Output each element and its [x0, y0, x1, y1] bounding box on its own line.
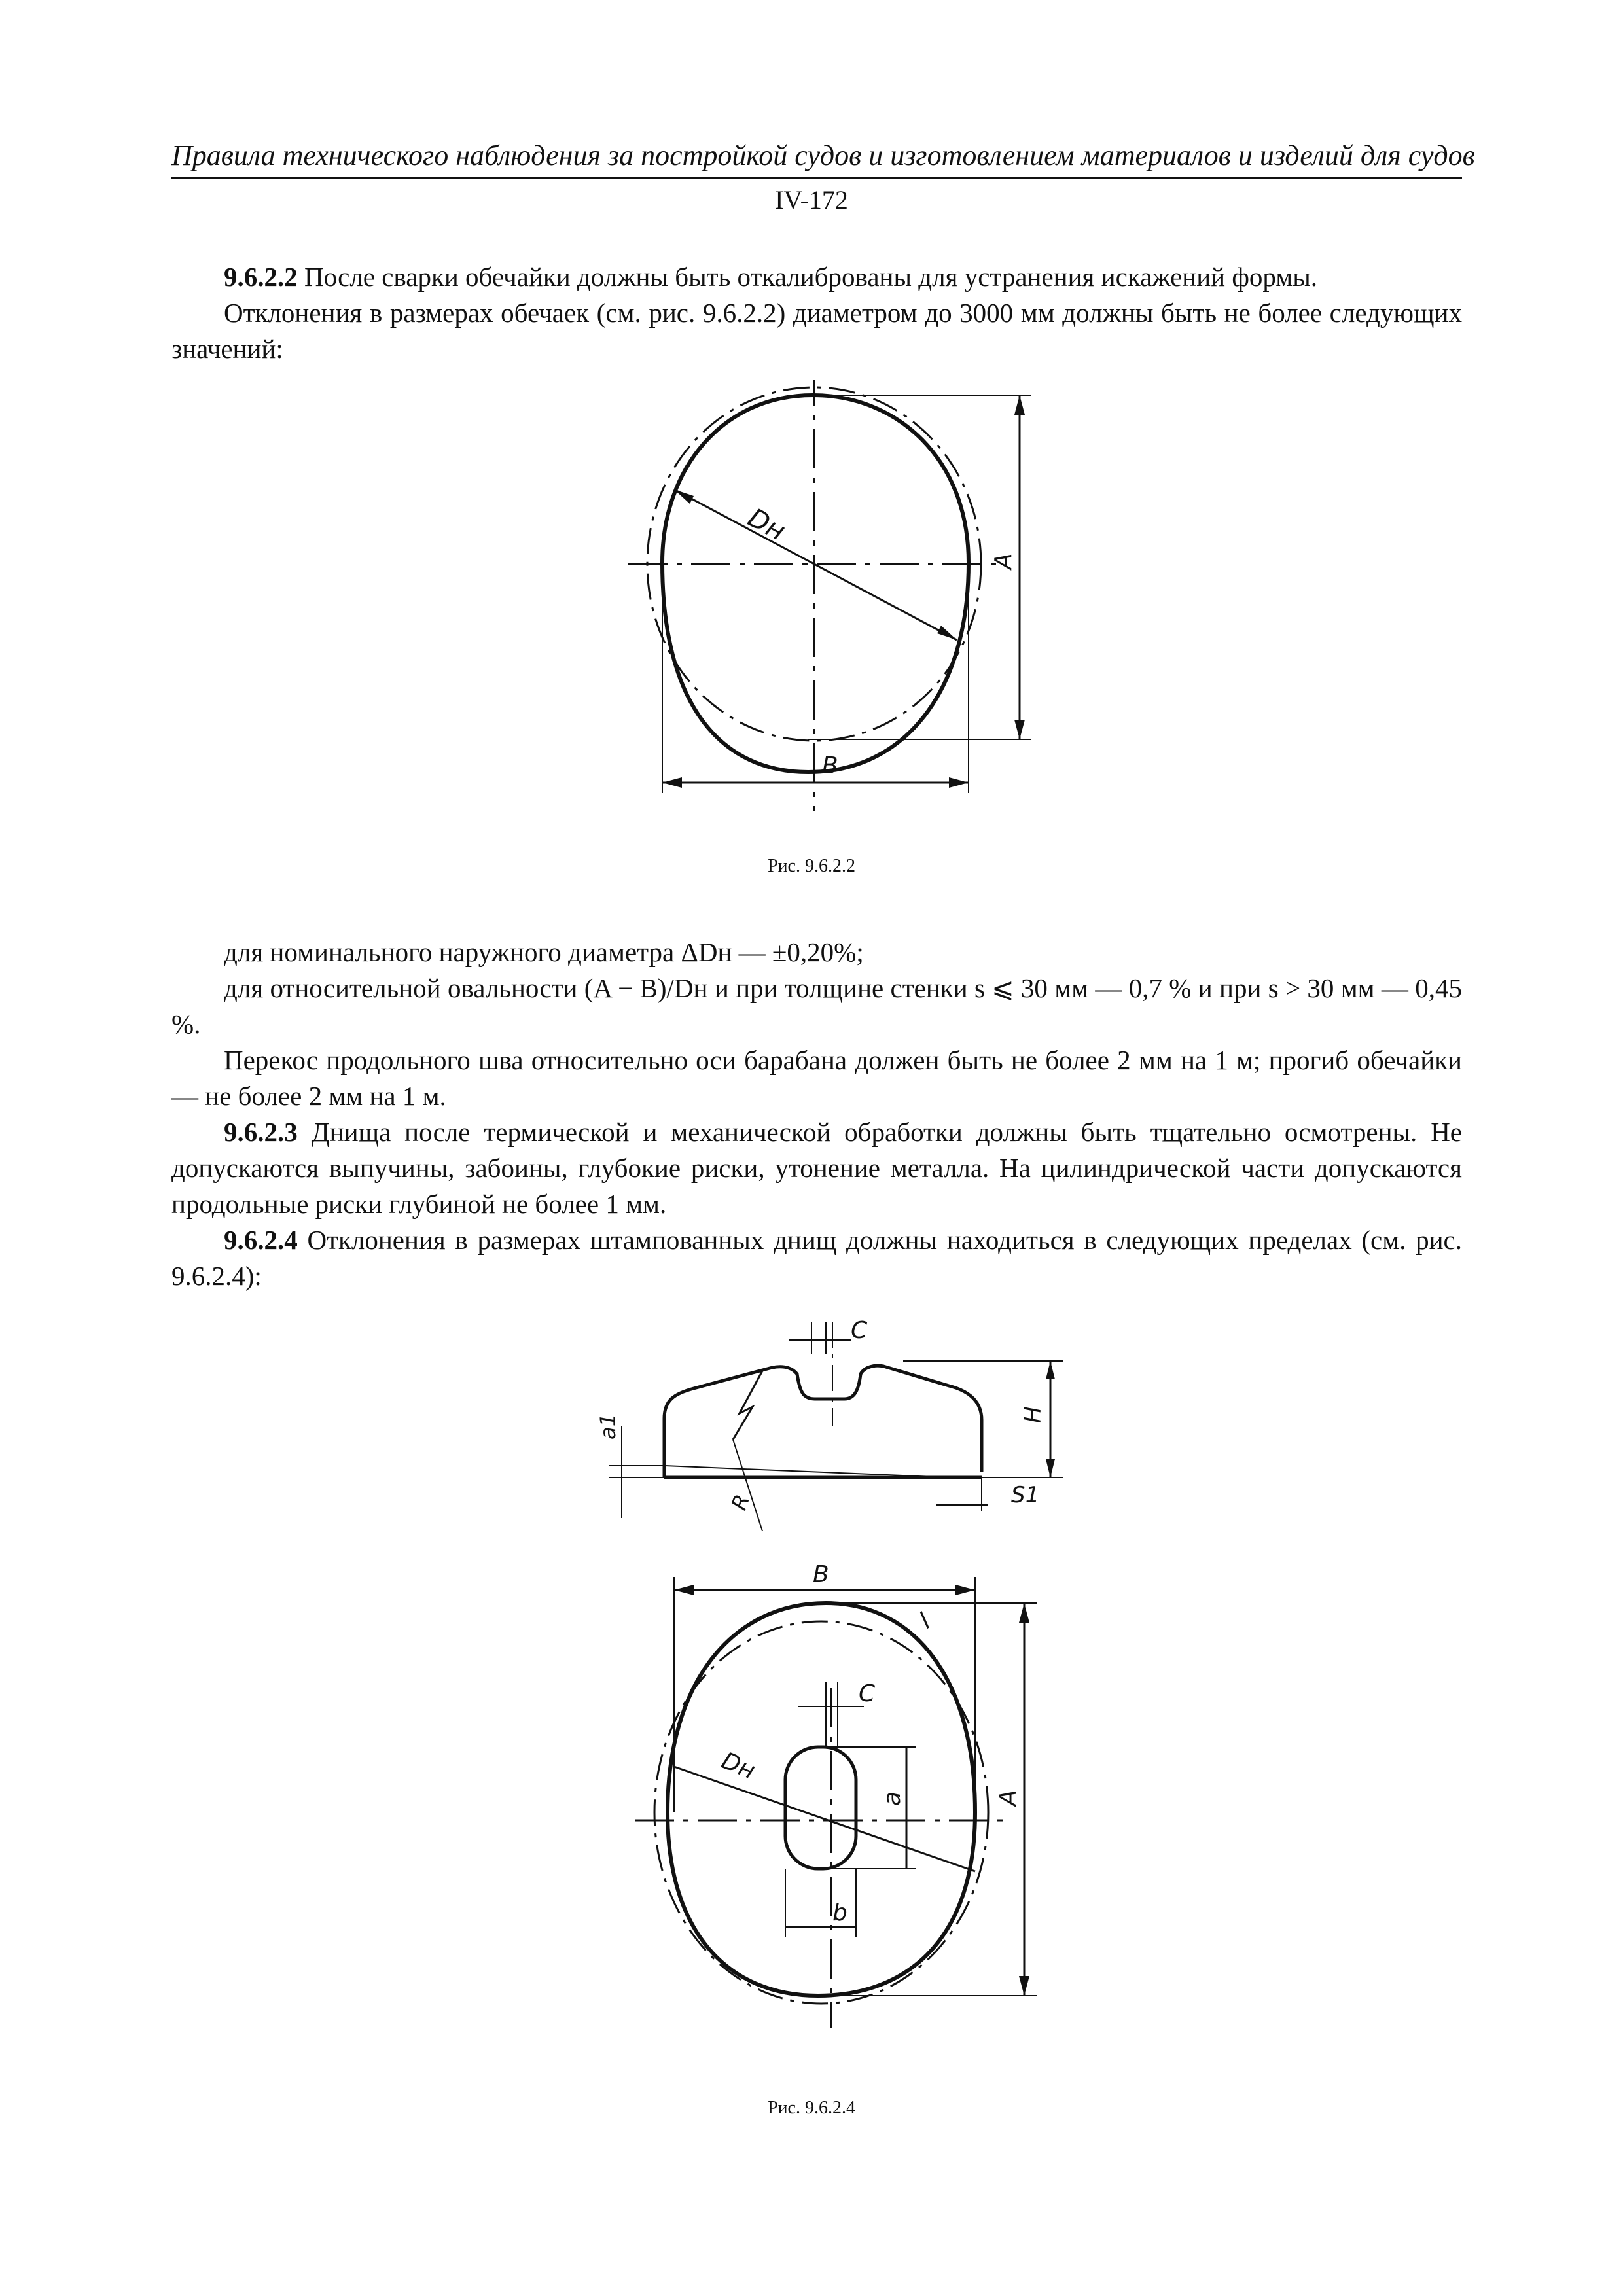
- label-A: A: [995, 1790, 1022, 1806]
- figure-9-6-2-2: [0, 380, 1623, 877]
- dished-end-plan-outline: [668, 1603, 975, 1996]
- label-s1: S1: [1011, 1482, 1040, 1508]
- page-number: IV-172: [775, 185, 848, 215]
- clause-text: Отклонения в размерах штампованных днищ должны находиться в следующих пределах (см. рис. 9.6.2.4):: [171, 1225, 1462, 1291]
- section-9-6-2-2: [171, 259, 1462, 367]
- label-l: l: [914, 1608, 936, 1634]
- label-c2: C: [859, 1680, 876, 1707]
- paragraph-ovality-tolerance: для относительной овальности (A − B)/Dн и при толщине стенки s ⩽ 30 мм — 0,7 % и при s > 30 мм — 0,45 %.: [171, 973, 1462, 1039]
- paragraph-9-6-2-4: [171, 1222, 1462, 1294]
- deviations-section: [171, 934, 1462, 1294]
- clause-number: 9.6.2.4: [224, 1225, 298, 1255]
- clause-number: 9.6.2.3: [224, 1117, 298, 1147]
- clause-text: После сварки обечайки должны быть откалиброваны для устранения искажений формы.: [304, 262, 1318, 292]
- paragraph-9-6-2-3: [171, 1114, 1462, 1222]
- paragraph-diameter-tolerance: для номинального наружного диаметра ΔDн — ±0,20%;: [224, 937, 864, 967]
- clause-text: Днища после термической и механической обработки должны быть тщательно осмотрены. Не допускаются выпучины, забоины, глубокие риски, утонение металла. На цилиндрической части допускаются продольные риски глубиной не более 1 мм.: [171, 1117, 1463, 1219]
- label-h: H: [1020, 1406, 1046, 1423]
- label-a: A: [990, 553, 1017, 569]
- paragraph-seam-skew: Перекос продольного шва относительно оси барабана должен быть не более 2 мм на 1 м; прогиб обечайки — не более 2 мм на 1 м.: [171, 1045, 1462, 1111]
- label-a: a: [879, 1791, 906, 1806]
- dished-end-profile: [664, 1366, 982, 1477]
- label-b: b: [832, 1899, 847, 1926]
- label-dn: Dн: [717, 1747, 759, 1785]
- document-header-title: Правила технического наблюдения за постройкой судов и изготовлением материалов и изделий для судов: [171, 139, 1475, 171]
- label-a1: a1: [596, 1413, 620, 1439]
- label-r: R: [726, 1491, 755, 1513]
- figure-caption-9-6-2-2: Рис. 9.6.2.2: [768, 856, 855, 876]
- figure-caption-9-6-2-4: Рис. 9.6.2.4: [768, 2098, 855, 2118]
- label-c: C: [851, 1317, 868, 1344]
- paragraph-9-6-2-2: [171, 259, 1462, 295]
- manhole-opening: [785, 1747, 856, 1869]
- clause-number: 9.6.2.2: [224, 262, 298, 292]
- label-dn: Dн: [743, 503, 791, 547]
- paragraph-deviations-intro: Отклонения в размерах обечаек (см. рис. 9.6.2.2) диаметром до 3000 мм должны быть не более следующих значений:: [171, 298, 1462, 364]
- shell-outline: [662, 395, 969, 772]
- header-divider: [171, 177, 1462, 179]
- label-b: B: [822, 752, 838, 779]
- figure-9-6-2-4: [0, 1309, 1623, 2120]
- label-b-top: B: [813, 1561, 829, 1588]
